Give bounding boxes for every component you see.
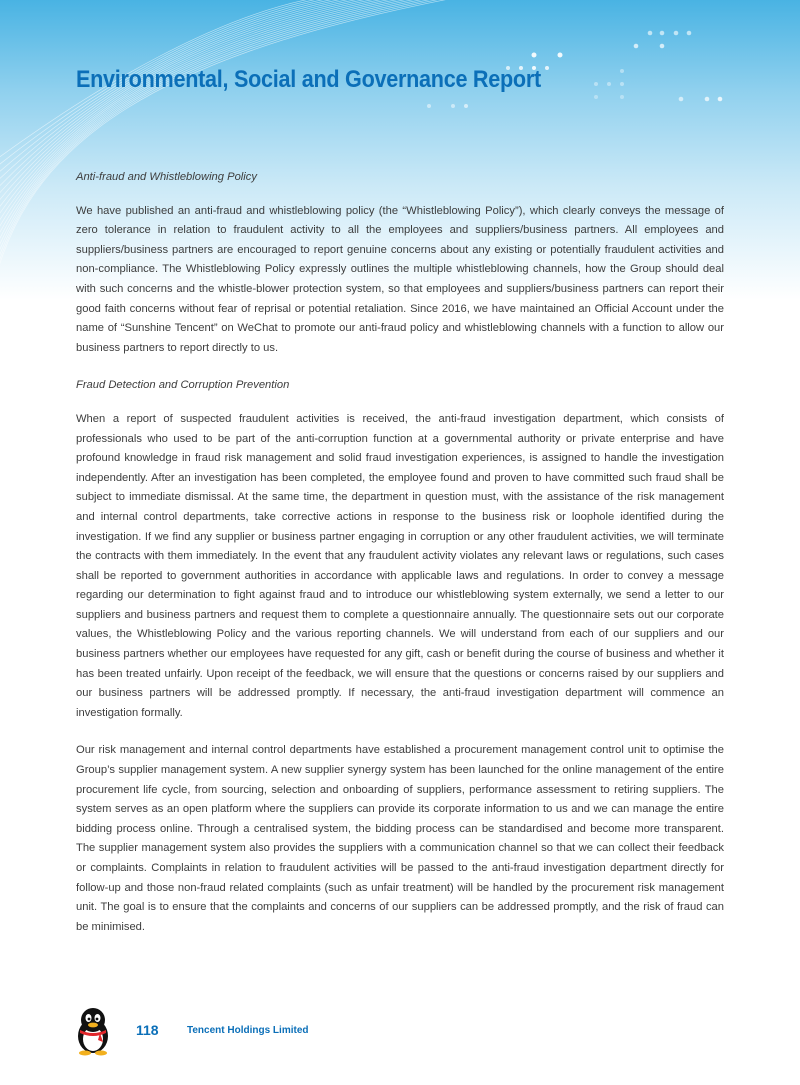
page-footer — [0, 1000, 800, 1085]
company-name: Tencent Holdings Limited — [187, 1025, 309, 1036]
page-number: 118 — [136, 1022, 159, 1038]
body-paragraph: When a report of suspected fraudulent activities is received, the anti-fraud investigation department, which consists of professionals who used to be part of the anti-corruption function at a governmental authority or private enterprise and have profound knowledge in fraud risk management and solid fraud investigation experiences, is assigned to handle the investigation independently. After an investigation has been completed, the employee found and proven to have committed such fraud shall be subject to immediate dismissal. At the same time, the department in question must, with the assistance of the risk management and internal control departments, take corrective actions in response to the business risk or loophole identified during the investigation. If we find any supplier or business partner engaging in corruption or any other fraudulent activities, we will terminate the contracts with them immediately. In the event that any fraudulent activity violates any relevant laws or regulations, such cases shall be reported to government authorities in accordance with applicable laws and regulations. In order to convey a message regarding our determination to fight against fraud and to introduce our whistleblowing system externally, we send a letter to our suppliers and business partners and request them to complete a questionnaire annually. The questionnaire sets out our corporate values, the Whistleblowing Policy and the various reporting channels. We will understand from each of our suppliers and our business partners whether our employees have requested for any gift, cash or benefit during the course of business and whether it has been treated unfairly. Upon receipt of the feedback, we will ensure that the questions or concerns raised by our suppliers and our business partners will be addressed promptly. If necessary, the anti-fraud investigation department will commence an investigation formally. — [76, 412, 724, 719]
report-body — [76, 168, 724, 955]
section-heading: Anti-fraud and Whistleblowing Policy — [76, 171, 257, 183]
body-paragraph: We have published an anti-fraud and whistleblowing policy (the “Whistleblowing Policy”), which clearly conveys the message of zero tolerance in relation to fraudulent activity to all the employees and suppliers/business partners. All employees and suppliers/business partners are encouraged to report genuine concerns about any existing or potentially fraudulent activities and non-compliance. The Whistleblowing Policy expressly outlines the multiple whistleblowing channels, how the Group should deal with such concerns and the whistle-blower protection system, so that employees and suppliers/business partners can report their good faith concerns without fear of reprisal or potential retaliation. Since 2016, we have maintained an Official Account under the name of “Sunshine Tencent” on WeChat to promote our anti-fraud policy and whistleblowing channels with a function to allow our business partners to report directly to us. — [76, 204, 724, 354]
penguin-mascot-icon — [72, 1006, 114, 1056]
body-paragraph: Our risk management and internal control departments have established a procurement management control unit to optimise the Group’s supplier management system. A new supplier synergy system has been launched for the online management of the entire procurement life cycle, from sourcing, selection and onboarding of suppliers, performance assessment to retiring suppliers. The system serves as an open platform where the suppliers can provide its corporate information to us and we can manage the entire bidding process online. Through a centralised system, the bidding process can be standardised and become more transparent. The supplier management system also provides the suppliers with a communication channel so that we can collect their feedback or complaints. Complaints in relation to fraudulent activities will be passed to the anti-fraud investigation department directly for follow-up and those non-fraud related complaints (such as unfair treatment) will be handled by the procurement risk management unit. The goal is to ensure that the complaints and concerns of our suppliers can be addressed promptly, and the risk of fraud can be minimised. — [76, 744, 724, 933]
page-title: Environmental, Social and Governance Report — [76, 66, 541, 93]
section-heading: Fraud Detection and Corruption Prevention — [76, 379, 290, 392]
